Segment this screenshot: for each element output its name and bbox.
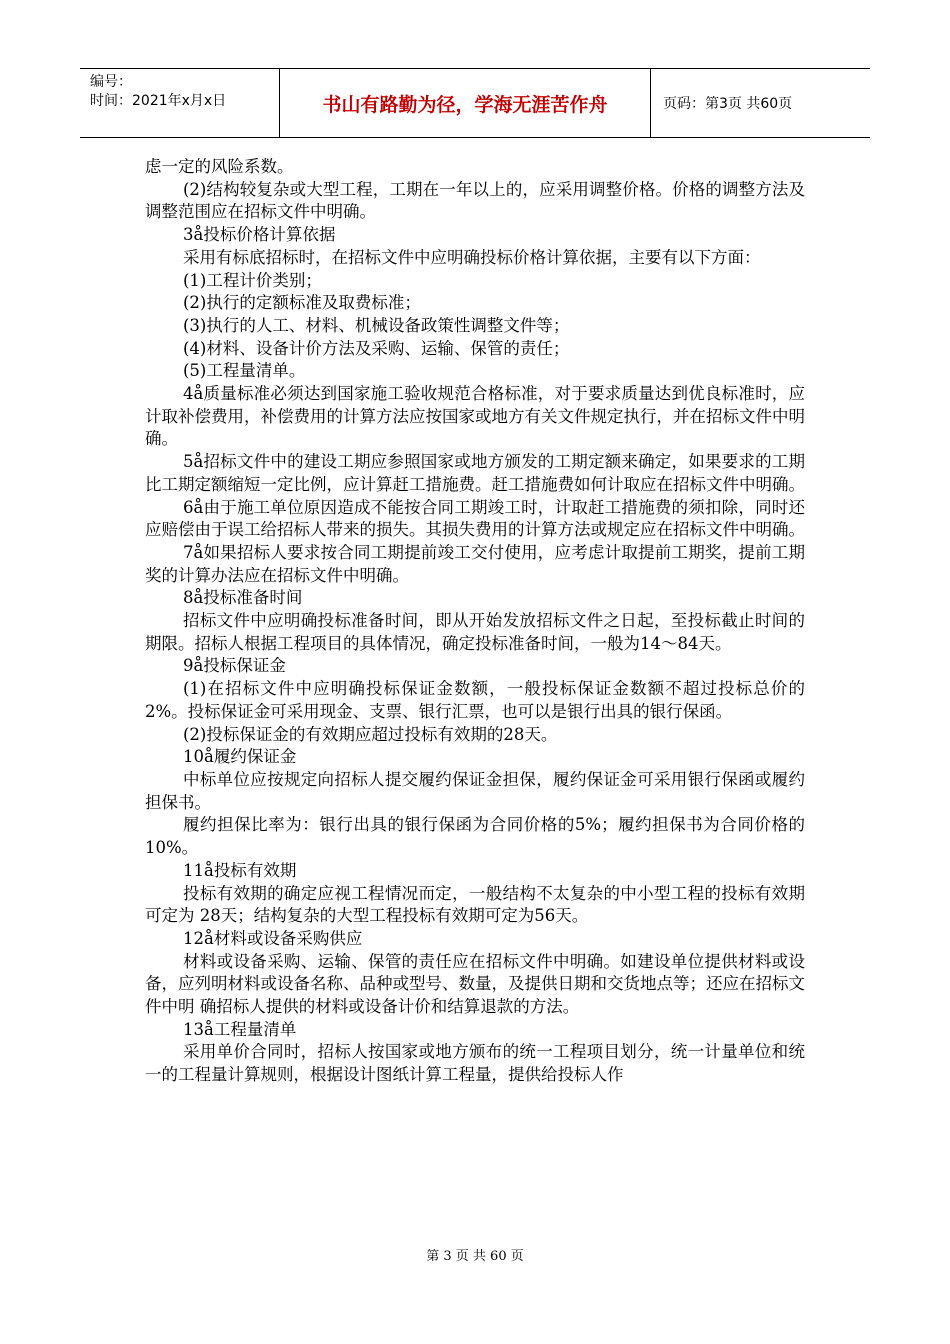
- body-paragraph: (1)在招标文件中应明确投标保证金数额，一般投标保证金数额不超过投标总价的2%。投标保证金可采用现金、支票、银行汇票，也可以是银行出具的银行保函。: [145, 679, 805, 721]
- body-paragraph: (2)执行的定额标准及取费标准；: [183, 293, 421, 313]
- body-paragraph: 4å质量标准必须达到国家施工验收规范合格标准，对于要求质量达到优良标准时，应计取补偿费用，补偿费用的计算方法应按国家或地方有关文件规定执行，并在招标文件中明确。: [145, 384, 805, 449]
- page-footer: 第 3 页 共 60 页: [426, 1249, 524, 1264]
- body-paragraph: 招标文件中应明确投标准备时间，即从开始发放招标文件之日起，至投标截止时间的期限。招标人根据工程项目的具体情况，确定投标准备时间，一般为14～84天。: [145, 611, 805, 653]
- body-paragraph: 13å工程量清单: [183, 1019, 297, 1039]
- body-paragraph: 7å如果招标人要求按合同工期提前竣工交付使用，应考虑计取提前工期奖，提前工期奖的计算办法应在招标文件中明确。: [145, 542, 805, 585]
- body-paragraph: 6å由于施工单位原因造成不能按合同工期竣工时，计取赶工措施费的须扣除，同时还应赔偿由于误工给招标人带来的损失。其损失费用的计算方法或规定应在招标文件中明确。: [145, 497, 805, 540]
- body-paragraph: (5)工程量清单。: [183, 361, 306, 381]
- body-paragraph: 8å投标准备时间: [183, 588, 303, 608]
- body-paragraph: 中标单位应按规定向招标人提交履约保证金担保，履约保证金可采用银行保函或履约担保书。: [145, 769, 805, 812]
- document-body: [145, 156, 805, 1087]
- body-paragraph: 采用有标底招标时，在招标文件中应明确投标价格计算依据，主要有以下方面：: [183, 247, 761, 267]
- body-paragraph: (1)工程计价类别；: [183, 270, 322, 290]
- body-paragraph: 投标有效期的确定应视工程情况而定，一般结构不太复杂的中小型工程的投标有效期可定为 28天；结构复杂的大型工程投标有效期可定为56天。: [145, 883, 805, 926]
- body-paragraph: 10å履约保证金: [183, 747, 297, 767]
- body-paragraph: (2)投标保证金的有效期应超过投标有效期的28天。: [183, 724, 558, 744]
- body-paragraph: 材料或设备采购、运输、保管的责任应在招标文件中明确。如建设单位提供材料或设备，应列明材料或设备名称、品种或型号、数量，及提供日期和交货地点等；还应在招标文件中明 确招标人提供的材料或设备计价和结算退款的方法。: [145, 951, 805, 1017]
- page-header: [80, 68, 870, 138]
- header-motto: 书山有路勤为径，学海无涯苦作舟: [280, 69, 651, 137]
- body-paragraph: 3å投标价格计算依据: [183, 225, 336, 245]
- header-meta: [80, 69, 280, 137]
- body-paragraph: 履约担保比率为：银行出具的银行保函为合同价格的5%；履约担保书为合同价格的10%。: [145, 815, 805, 858]
- document-number-label: 编号：: [90, 74, 132, 90]
- body-paragraph: 虑一定的风险系数。: [145, 157, 294, 176]
- body-paragraph: (2)结构较复杂或大型工程，工期在一年以上的，应采用调整价格。价格的调整方法及调整范围应在招标文件中明确。: [145, 179, 805, 222]
- body-paragraph: 11å投标有效期: [183, 860, 297, 880]
- body-paragraph: 9å投标保证金: [183, 656, 286, 676]
- body-paragraph: (3)执行的人工、材料、机械设备政策性调整文件等；: [183, 315, 570, 335]
- body-paragraph: 12å材料或设备采购供应: [183, 928, 363, 948]
- document-date-label: 时间：2021年x月x日: [90, 93, 227, 109]
- header-page-info: 页码：第3页 共60页: [663, 96, 793, 112]
- body-paragraph: 5å招标文件中的建设工期应参照国家或地方颁发的工期定额来确定，如果要求的工期比工期定额缩短一定比例，应计算赶工措施费。赶工措施费如何计取应在招标文件中明确。: [145, 452, 805, 494]
- body-paragraph: (4)材料、设备计价方法及采购、运输、保管的责任；: [183, 338, 570, 358]
- body-paragraph: 采用单价合同时，招标人按国家或地方颁布的统一工程项目划分，统一计量单位和统一的工程量计算规则，根据设计图纸计算工程量，提供给投标人作: [145, 1042, 805, 1085]
